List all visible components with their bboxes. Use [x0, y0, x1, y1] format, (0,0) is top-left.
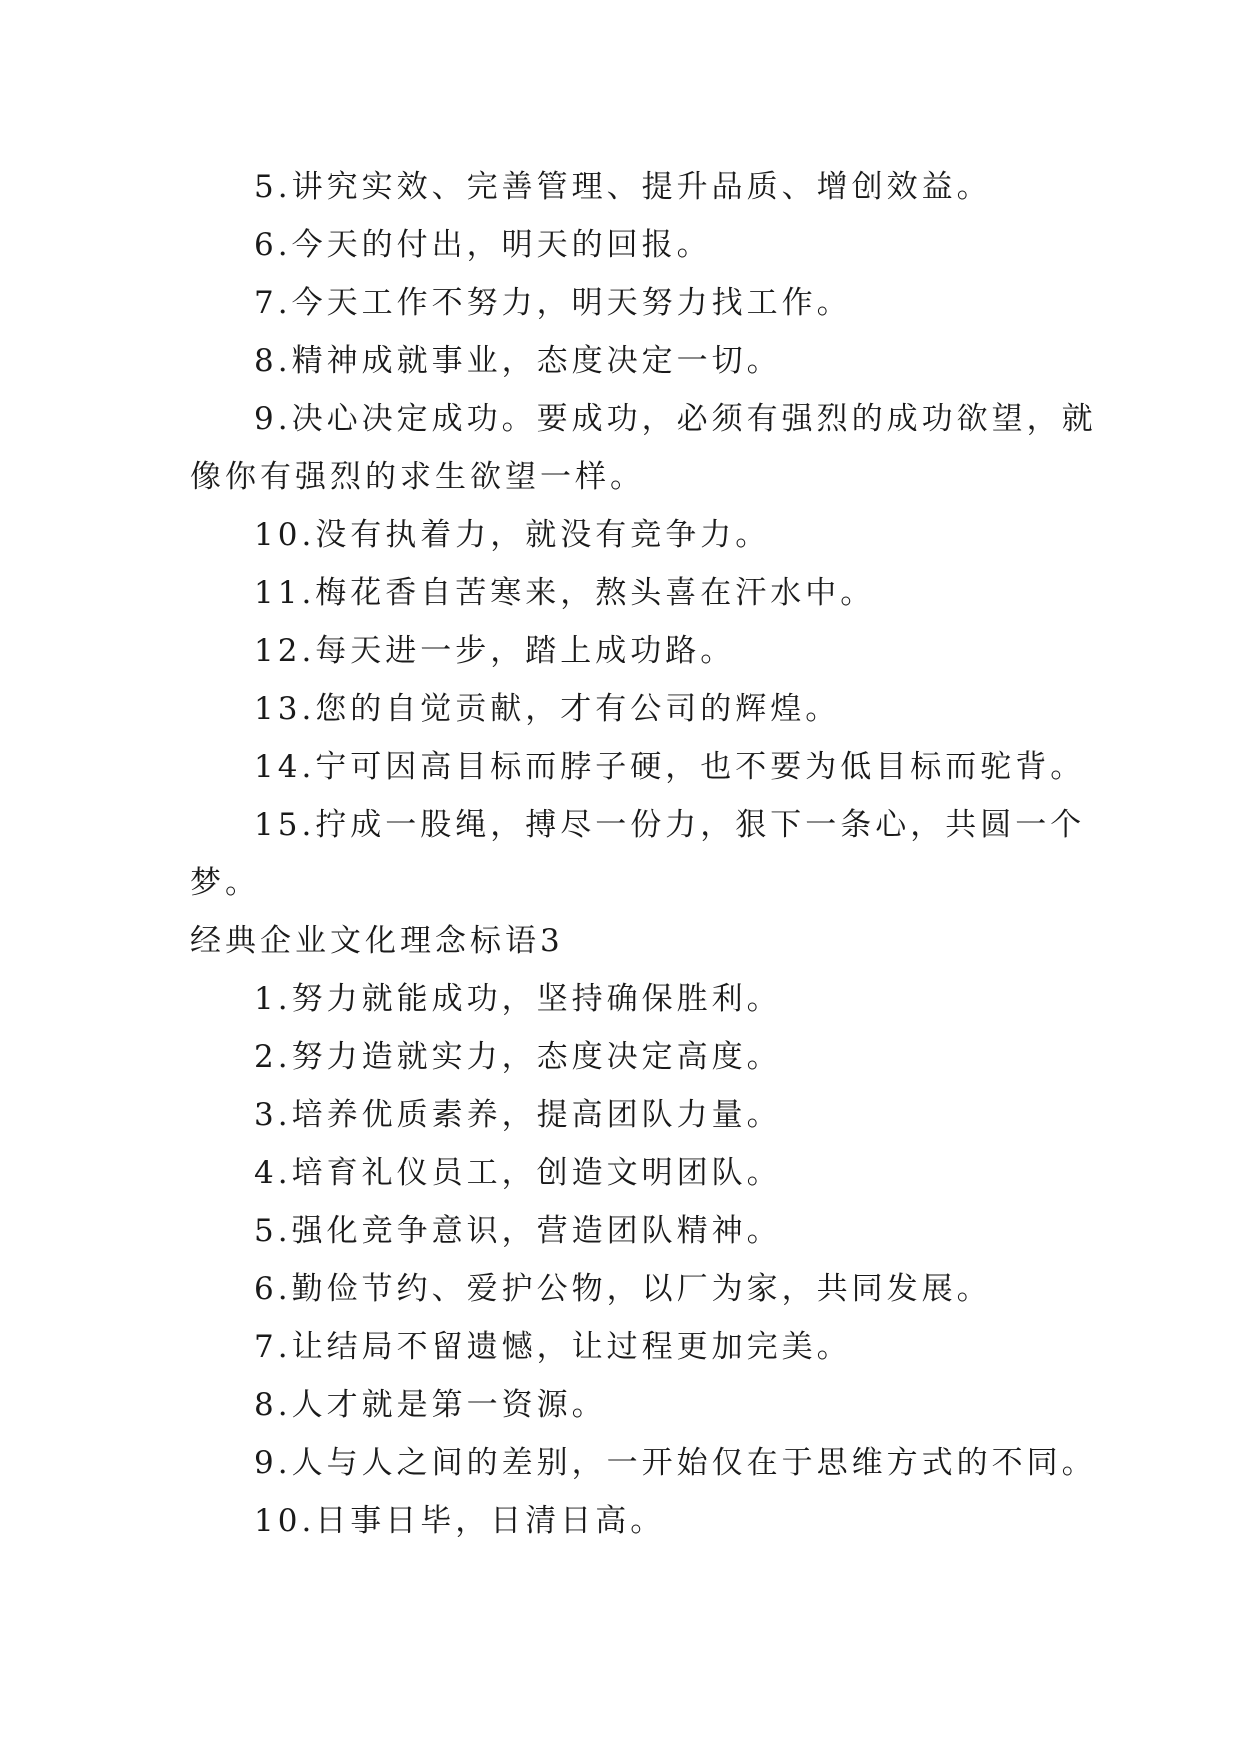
slogan-line: 9.人与人之间的差别，一开始仅在于思维方式的不同。: [254, 1445, 1097, 1481]
slogan-line: 14.宁可因高目标而脖子硬，也不要为低目标而驼背。: [254, 749, 1086, 785]
slogan-line: 13.您的自觉贡献，才有公司的辉煌。: [254, 691, 841, 727]
slogan-line: 2.努力造就实力，态度决定高度。: [254, 1039, 782, 1075]
slogan-line: 11.梅花香自苦寒来，熬头喜在汗水中。: [254, 575, 876, 611]
slogan-line: 6.勤俭节约、爱护公物，以厂为家，共同发展。: [254, 1271, 992, 1307]
slogan-line: 6.今天的付出，明天的回报。: [254, 227, 712, 263]
slogan-line: 4.培育礼仪员工，创造文明团队。: [254, 1155, 782, 1191]
slogan-line: 3.培养优质素养，提高团队力量。: [254, 1097, 782, 1133]
slogan-line-continuation: 像你有强烈的求生欲望一样。: [190, 459, 645, 495]
slogan-line: 10.没有执着力，就没有竞争力。: [254, 517, 771, 553]
document-body: [190, 158, 1097, 1550]
slogan-line: 9.决心决定成功。要成功，必须有强烈的成功欲望，就: [254, 401, 1097, 437]
slogan-line: 12.每天进一步，踏上成功路。: [254, 633, 736, 669]
slogan-line: 8.精神成就事业，态度决定一切。: [254, 343, 782, 379]
slogan-line: 8.人才就是第一资源。: [254, 1387, 607, 1423]
section-heading: 经典企业文化理念标语3: [190, 923, 564, 959]
slogan-line: 1.努力就能成功，坚持确保胜利。: [254, 981, 782, 1017]
slogan-line: 7.让结局不留遗憾，让过程更加完美。: [254, 1329, 852, 1365]
slogan-line: 5.讲究实效、完善管理、提升品质、增创效益。: [254, 169, 992, 205]
slogan-line-continuation: 梦。: [190, 865, 260, 901]
slogan-line: 15.拧成一股绳，搏尽一份力，狠下一条心，共圆一个: [254, 807, 1086, 843]
slogan-line: 5.强化竞争意识，营造团队精神。: [254, 1213, 782, 1249]
slogan-line: 10.日事日毕，日清日高。: [254, 1503, 666, 1539]
slogan-line: 7.今天工作不努力，明天努力找工作。: [254, 285, 852, 321]
